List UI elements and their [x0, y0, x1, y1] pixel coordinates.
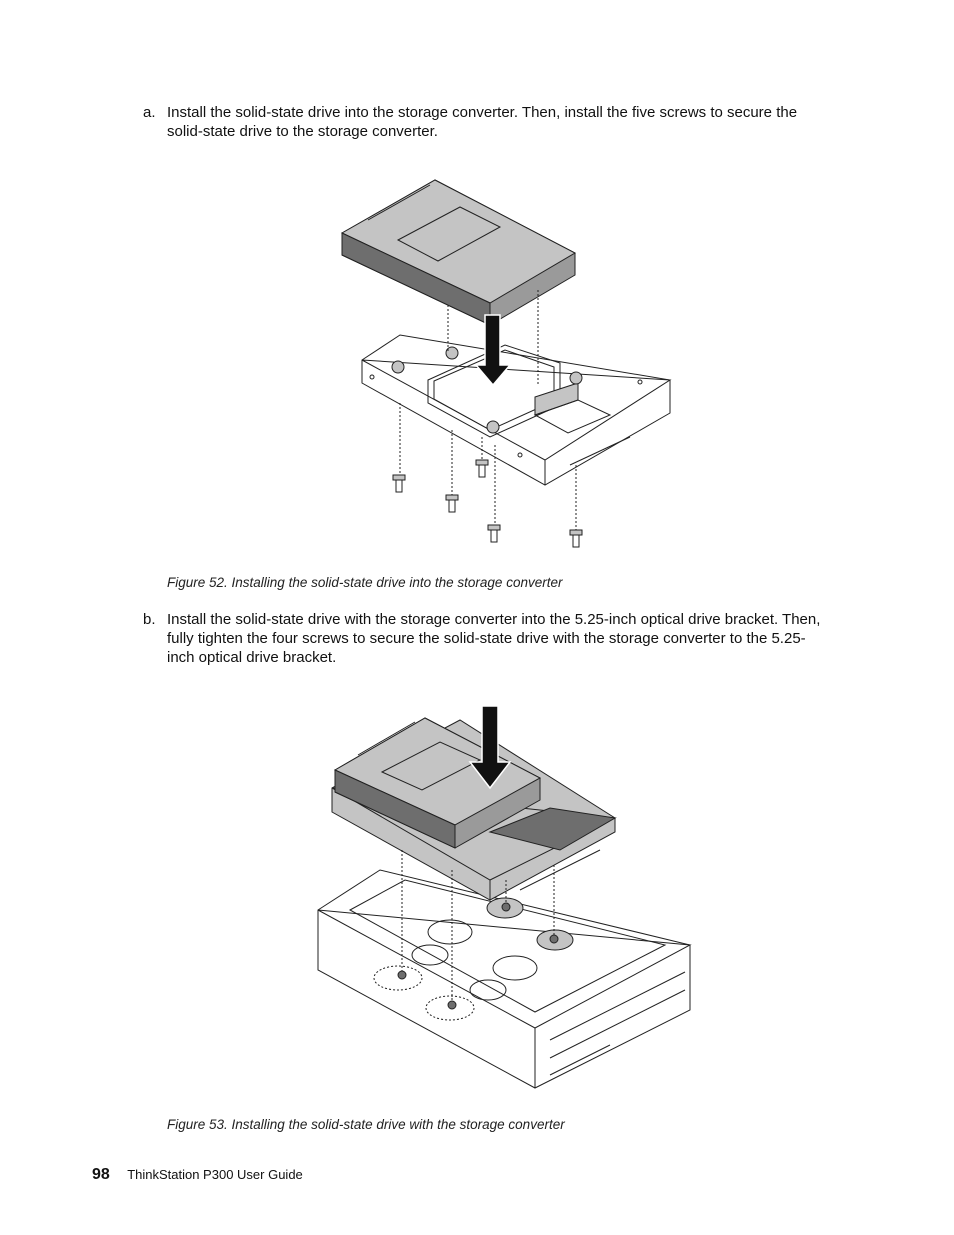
screw-icon: [550, 935, 558, 943]
step-a: [143, 103, 833, 141]
step-b-text: Install the solid-state drive with the storage converter into the 5.25-inch optical drive bracket. Then, fully tighten the four screws to secure the solid-state drive with the storage converter to the 5.25-inch optical drive bracket.: [167, 611, 821, 666]
screw-icon: [393, 475, 405, 492]
step-b: [143, 610, 833, 667]
optical-drive-bracket: [318, 870, 690, 1088]
figure-52-caption: Figure 52. Installing the solid-state drive into the storage converter: [167, 575, 563, 590]
screw-icon: [502, 903, 510, 911]
step-a-marker: a.: [143, 104, 156, 121]
solid-state-drive: [342, 180, 575, 325]
screw-icon: [476, 460, 488, 477]
figure-53-caption: Figure 53. Installing the solid-state drive with the storage converter: [167, 1117, 565, 1132]
screw-icon: [488, 525, 500, 542]
screw-icon: [448, 1001, 456, 1009]
figure-53-illustration: [310, 700, 695, 1095]
step-a-text: Install the solid-state drive into the storage converter. Then, install the five screws to secure the solid-state drive to the storage converter.: [167, 104, 798, 140]
step-b-marker: b.: [143, 611, 156, 628]
page-footer: [92, 1166, 303, 1184]
document-title: ThinkStation P300 User Guide: [127, 1167, 303, 1182]
screw-icon: [446, 495, 458, 512]
page-number: 98: [92, 1166, 110, 1183]
figure-52-illustration: [330, 175, 680, 555]
screw-icon: [570, 530, 582, 547]
screw-icon: [398, 971, 406, 979]
storage-converter: [362, 335, 670, 485]
